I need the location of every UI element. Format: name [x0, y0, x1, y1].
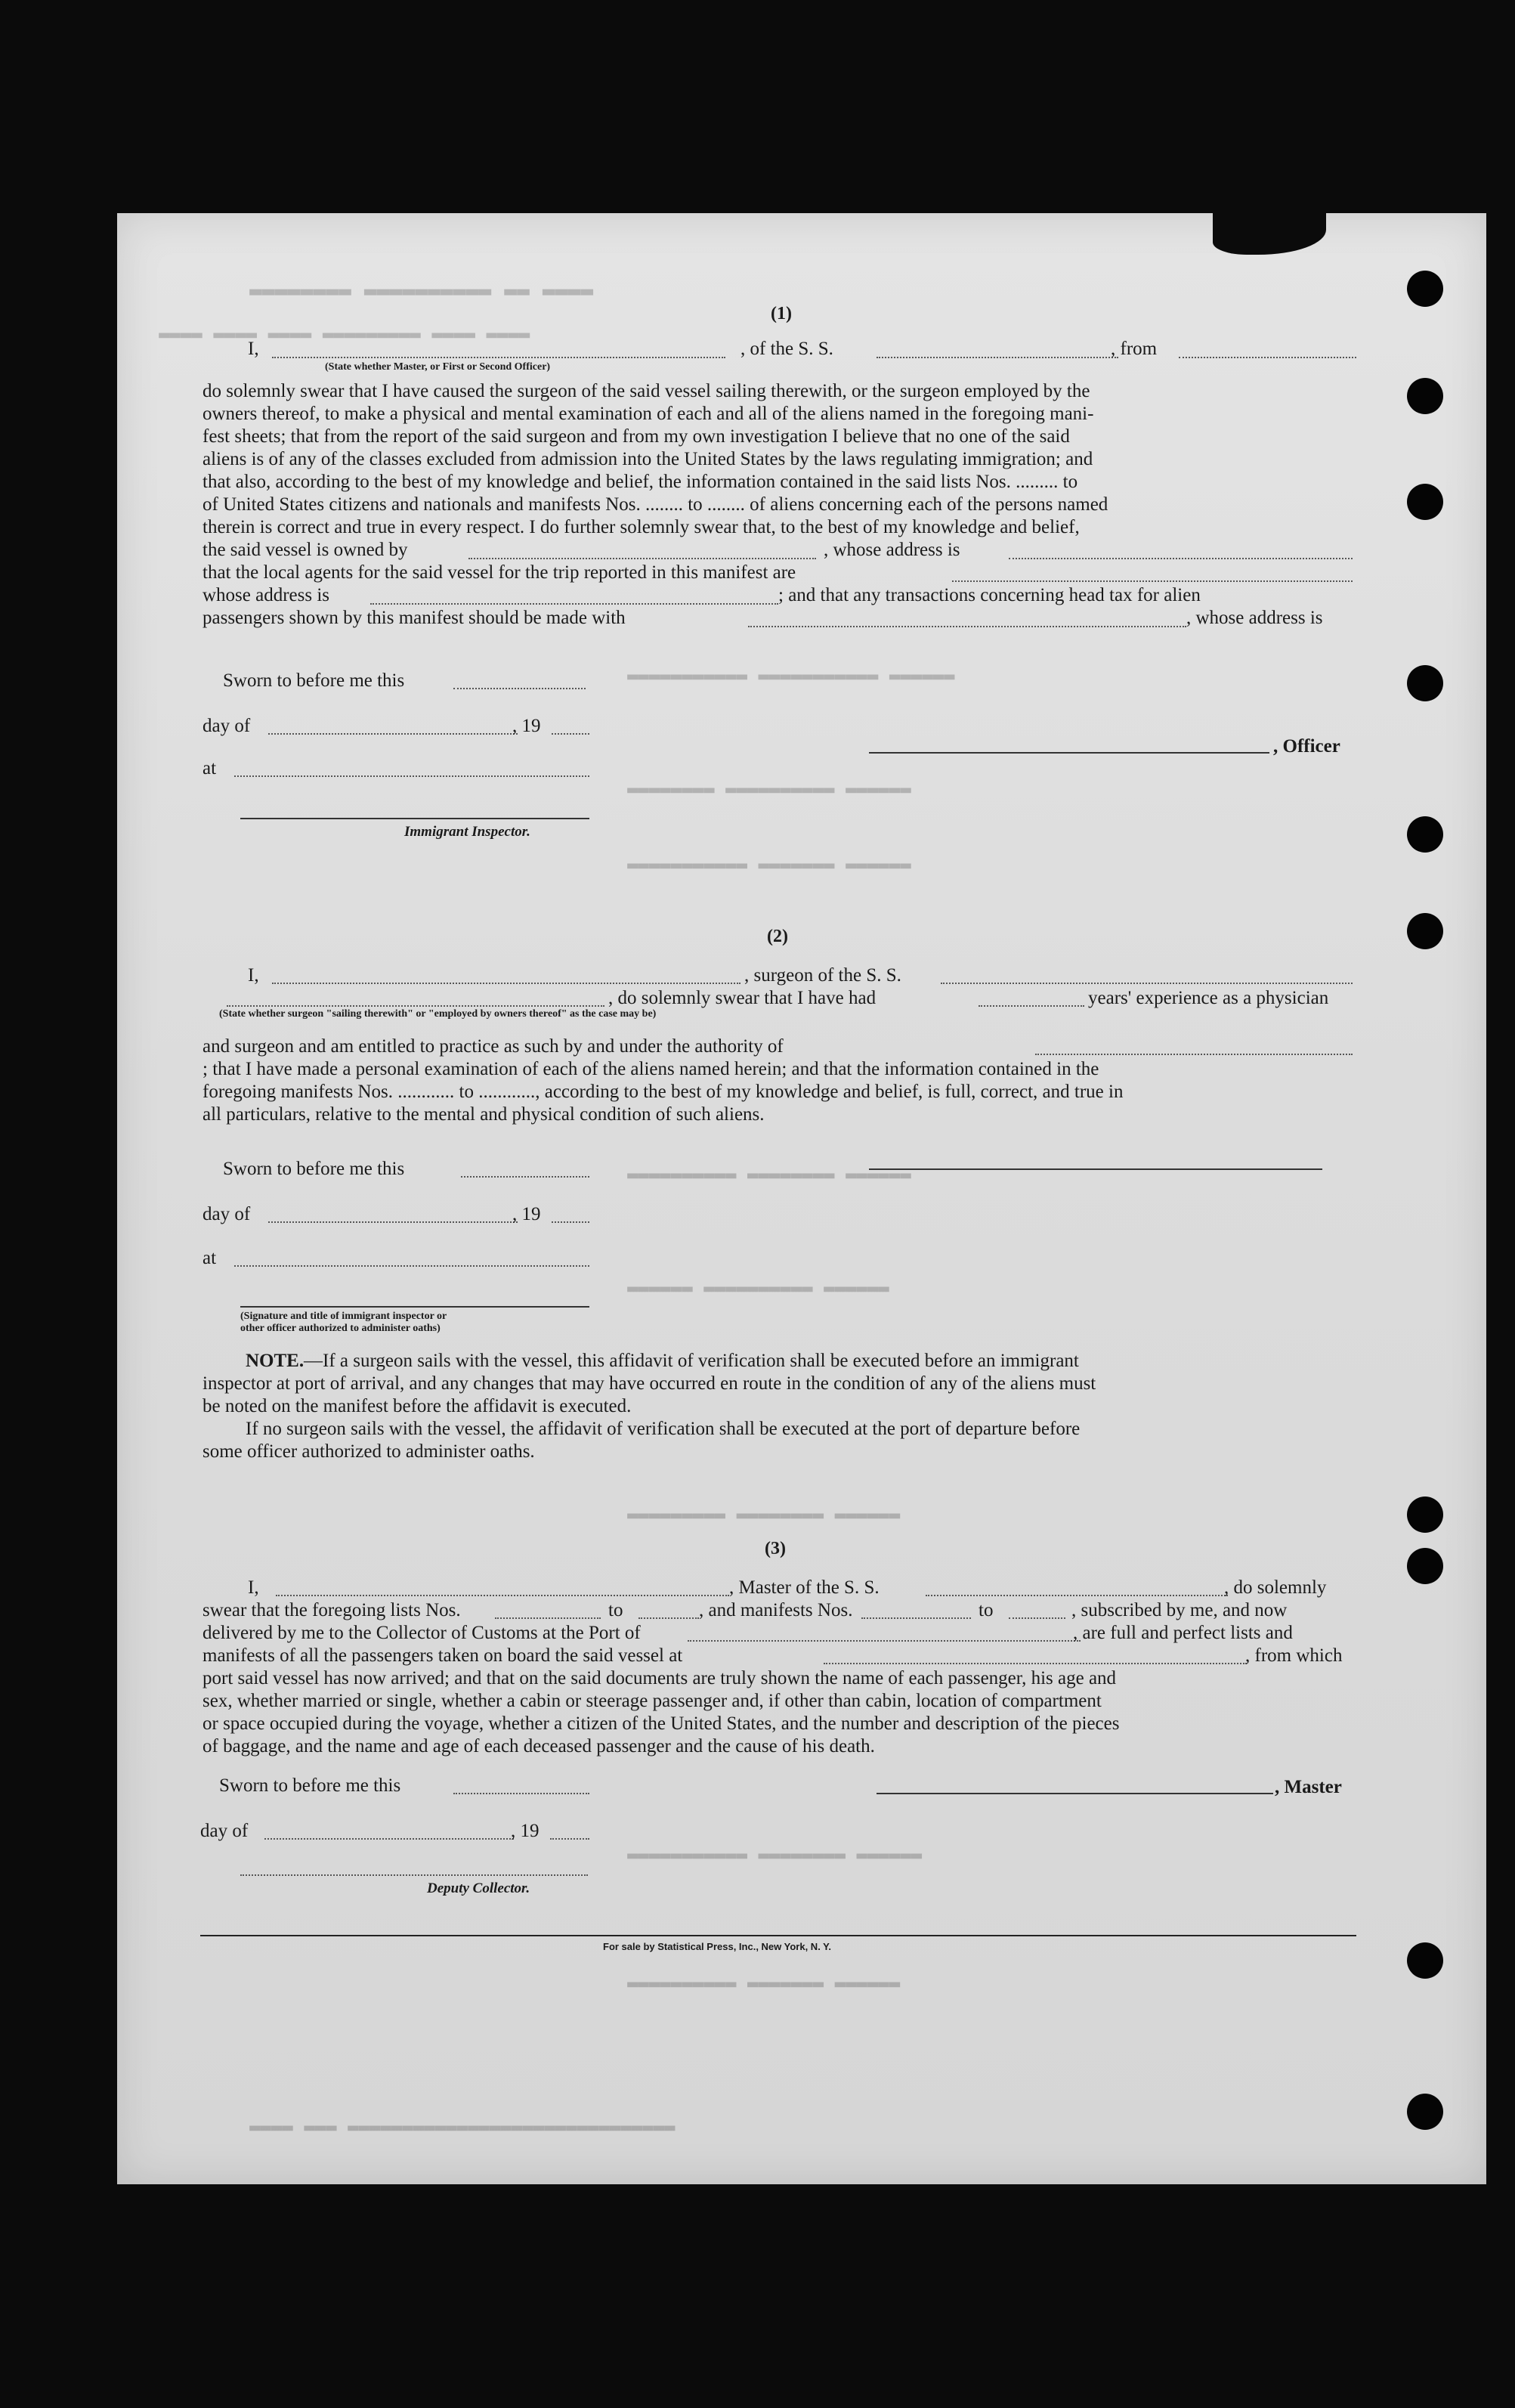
punch-hole: [1407, 1942, 1443, 1979]
bleed-through-text: ▬▬▬▬ ▬▬▬▬ ▬▬▬▬▬▬▬▬▬ ▬▬▬▬ ▬▬▬▬ ▬▬▬▬: [159, 323, 530, 345]
signature-title-caption: (Signature and title of immigrant inspector or: [240, 1311, 447, 1322]
from-port-field[interactable]: [1179, 357, 1356, 358]
section-2-body-line: ; that I have made a personal examination of each of the aliens named herein; and that the information contained in the: [203, 1059, 1099, 1079]
lists-to-field[interactable]: [638, 1617, 699, 1619]
punch-hole: [1407, 816, 1443, 853]
deputy-collector-label: Deputy Collector.: [427, 1880, 530, 1896]
passengers-label: passengers shown by this manifest should be made with: [203, 608, 626, 628]
section-2-body-line: all particulars, relative to the mental and physical condition of such aliens.: [203, 1104, 765, 1125]
bleed-through-text: ▬▬▬▬▬▬ ▬▬▬▬▬▬▬▬ ▬▬▬▬▬▬▬▬▬: [627, 1504, 901, 1525]
bleed-through-text: ▬▬▬▬▬▬ ▬▬▬▬▬▬▬▬▬▬ ▬▬▬▬▬▬: [627, 1277, 889, 1298]
note-line: —If a surgeon sails with the vessel, this affidavit of verification shall be executed before an immigrant: [304, 1351, 1079, 1371]
surgeon-status-caption: (State whether surgeon "sailing therewith" or "employed by owners thereof" as the case may be): [219, 1008, 657, 1020]
of-the-ss-label: , of the S. S.: [740, 339, 833, 359]
section-1-sworn-label: Sworn to before me this: [223, 670, 405, 691]
vessel-name-field[interactable]: [877, 357, 1118, 358]
section-2-vessel-field[interactable]: [941, 983, 1353, 984]
section-1-body-line: do solemnly swear that I have caused the surgeon of the said vessel sailing therewith, or the surgeon employed by the: [203, 381, 1090, 401]
note-line: If no surgeon sails with the vessel, the affidavit of verification shall be executed at the port of departure before: [246, 1419, 1081, 1439]
section-3-month-field[interactable]: [264, 1838, 514, 1840]
section-2-body-line: foregoing manifests Nos. ............ to ............, according to the best of my knowledge and belief, is full, correct, and true in: [203, 1082, 1124, 1102]
years-experience-label: , do solemnly swear that I have had: [608, 988, 877, 1008]
surgeon-status-field[interactable]: [227, 1005, 604, 1007]
officer-rank-caption: (State whether Master, or First or Second Officer): [325, 361, 551, 373]
bleed-through-text: ▬▬▬▬▬▬ ▬▬▬▬▬▬▬▬ ▬▬▬▬▬▬▬▬▬▬▬: [627, 1844, 923, 1865]
punch-hole: [1407, 2094, 1443, 2130]
section-3-number: (3): [765, 1539, 786, 1558]
taken-on-board-label: manifests of all the passengers taken on board the said vessel at: [203, 1645, 683, 1666]
bleed-through-text: ▬▬▬▬▬▬ ▬▬▬▬▬▬▬▬▬▬ ▬▬▬▬▬▬▬▬: [627, 778, 911, 800]
local-agents-label: that the local agents for the said vessel for the trip reported in this manifest are: [203, 562, 796, 583]
owner-address-label: , whose address is: [824, 540, 960, 560]
section-1-day-of-label: day of: [203, 716, 251, 736]
footer-rule: [200, 1935, 1356, 1936]
section-3-sworn-day-field[interactable]: [453, 1793, 589, 1794]
agents-address-label: whose address is: [203, 585, 330, 605]
section-3-body-line: of baggage, and the name and age of each deceased passenger and the cause of his death.: [203, 1736, 875, 1756]
note-line: some officer authorized to administer oaths.: [203, 1441, 535, 1462]
section-1-body-line: therein is correct and true in every respect. I do further solemnly swear that, to the best of my knowledge and belief,: [203, 517, 1080, 537]
section-2-signature-line[interactable]: [240, 1306, 589, 1308]
note-label: NOTE.: [246, 1351, 305, 1371]
section-2-year-label: , 19: [512, 1204, 541, 1224]
owned-by-label: the said vessel is owned by: [203, 540, 408, 560]
port-label: delivered by me to the Collector of Customs at the Port of: [203, 1623, 641, 1643]
section-3-body-line: port said vessel has now arrived; and that on the said documents are truly shown the name of each passenger, his age and: [203, 1668, 1117, 1688]
punch-hole: [1407, 484, 1443, 520]
section-3-year-label: , 19: [511, 1821, 540, 1841]
punch-hole: [1407, 665, 1443, 701]
section-3-i: I,: [248, 1577, 259, 1598]
officer-label: , Officer: [1273, 736, 1340, 757]
surgeon-of-ss-label: , surgeon of the S. S.: [744, 965, 901, 986]
section-1-body-line: of United States citizens and nationals and manifests Nos. ........ to ........ of aliens concerning each of the persons named: [203, 494, 1108, 515]
section-3-sworn-label: Sworn to before me this: [219, 1775, 401, 1796]
section-1-sworn-day-field[interactable]: [453, 688, 586, 689]
from-label: , from: [1111, 339, 1158, 359]
deputy-collector-signature-line[interactable]: [240, 1874, 588, 1876]
master-of-ss-label: , Master of the S. S.: [729, 1577, 880, 1598]
section-1-place-field[interactable]: [234, 775, 589, 777]
bleed-through-text: ▬▬▬▬▬▬ ▬▬▬▬▬▬▬ ▬▬▬▬▬▬▬▬▬▬: [627, 1973, 901, 1994]
years-experience-field[interactable]: [979, 1005, 1084, 1007]
section-2-day-of-label: day of: [203, 1204, 251, 1224]
manifests-from-field[interactable]: [861, 1617, 971, 1619]
punch-hole: [1407, 1496, 1443, 1533]
section-3-day-of-label: day of: [200, 1821, 249, 1841]
surgeon-name-field[interactable]: [272, 983, 740, 984]
bleed-through-text: ▬▬▬▬ ▬▬ ▬▬▬▬▬▬▬▬▬▬ ▬▬▬▬▬▬▬▬: [249, 278, 594, 303]
full-perfect-label: , are full and perfect lists and: [1073, 1623, 1293, 1643]
manifests-nos-label: , and manifests Nos.: [699, 1600, 853, 1620]
section-2-sworn-day-field[interactable]: [461, 1176, 589, 1178]
lists-to-label: to: [608, 1600, 623, 1620]
head-tax-address-label: , whose address is: [1186, 608, 1323, 628]
section-2-i: I,: [248, 965, 259, 986]
punch-hole: [1407, 378, 1443, 414]
manifests-to-label: to: [979, 1600, 994, 1620]
do-solemnly-label: , do solemnly: [1224, 1577, 1327, 1598]
inspector-signature-line[interactable]: [240, 818, 589, 819]
section-2-month-field[interactable]: [268, 1221, 518, 1223]
section-1-body-line: aliens is of any of the classes excluded from admission into the United States by the laws regulating immigration; and: [203, 449, 1093, 469]
surgeon-signature-line[interactable]: [869, 1168, 1322, 1170]
bleed-through-text: ▬▬▬▬▬▬ ▬▬▬▬▬▬▬▬▬▬▬ ▬▬▬▬▬▬▬▬▬▬▬: [627, 665, 955, 686]
authority-label: and surgeon and am entitled to practice as such by and under the authority of: [203, 1036, 784, 1057]
section-3-body-line: or space occupied during the voyage, whether a citizen of the United States, and the number and description of the pieces: [203, 1713, 1120, 1734]
punch-hole: [1407, 913, 1443, 949]
printer-credit: For sale by Statistical Press, Inc., New York, N. Y.: [603, 1941, 832, 1952]
punch-hole: [1407, 271, 1443, 307]
section-3-vessel-field[interactable]: [926, 1595, 1228, 1596]
immigrant-inspector-label: Immigrant Inspector.: [404, 824, 530, 840]
agents-address-field[interactable]: [370, 603, 778, 605]
physician-label: years' experience as a physician: [1088, 988, 1329, 1008]
section-2-sworn-label: Sworn to before me this: [223, 1159, 405, 1179]
owner-field[interactable]: [468, 558, 816, 559]
section-2-at-label: at: [203, 1248, 217, 1268]
section-1-at-label: at: [203, 758, 217, 778]
master-signature-line[interactable]: [877, 1793, 1273, 1794]
head-tax-party-field[interactable]: [748, 626, 1186, 627]
subscribed-label: , subscribed by me, and now: [1071, 1600, 1288, 1620]
punch-hole: [1407, 1548, 1443, 1584]
lists-nos-label: swear that the foregoing lists Nos.: [203, 1600, 461, 1620]
bleed-through-text: ▬▬▬▬▬▬▬▬▬▬▬▬▬▬▬▬▬▬▬▬▬▬▬▬▬▬▬▬▬▬ ▬▬▬ ▬▬▬▬: [249, 2116, 676, 2137]
authority-field[interactable]: [1035, 1054, 1353, 1055]
section-1-i: I,: [248, 339, 259, 359]
officer-signature-line[interactable]: [869, 752, 1269, 754]
manifests-to-field[interactable]: [1009, 1617, 1065, 1619]
bleed-through-text: ▬▬▬▬▬▬ ▬▬▬▬▬▬▬ ▬▬▬▬▬▬▬▬▬▬▬: [627, 854, 911, 875]
note-line: inspector at port of arrival, and any changes that may have occurred en route in the condition of any of the aliens must: [203, 1373, 1096, 1394]
section-2-number: (2): [767, 927, 788, 946]
section-1-body-line: that also, according to the best of my knowledge and belief, the information contained in the said lists Nos. ......... to: [203, 472, 1078, 492]
port-of-arrival-field[interactable]: [688, 1640, 1081, 1642]
section-2-place-field[interactable]: [234, 1265, 589, 1267]
master-name-field[interactable]: [276, 1595, 729, 1596]
section-1-body-line: owners thereof, to make a physical and mental examination of each and all of the aliens named in the foregoing mani-: [203, 404, 1094, 424]
section-2-year-field[interactable]: [552, 1221, 589, 1223]
section-1-month-field[interactable]: [268, 733, 518, 735]
section-1-year-field[interactable]: [552, 733, 589, 735]
from-which-label: , from which: [1245, 1645, 1343, 1666]
section-1-year-label: , 19: [512, 716, 541, 736]
owner-address-field[interactable]: [1009, 558, 1353, 559]
bleed-through-text: ▬▬▬▬▬▬ ▬▬▬▬▬▬▬▬ ▬▬▬▬▬▬▬▬▬▬: [627, 1164, 911, 1185]
master-label: , Master: [1275, 1777, 1342, 1797]
head-tax-label: ; and that any transactions concerning head tax for alien: [778, 585, 1201, 605]
section-3-year-field[interactable]: [550, 1838, 589, 1840]
signature-title-caption: other officer authorized to administer oaths): [240, 1323, 441, 1334]
local-agents-field[interactable]: [952, 580, 1353, 582]
section-1-body-line: fest sheets; that from the report of the said surgeon and from my own investigation I believe that no one of the said: [203, 426, 1070, 447]
port-of-embarkation-field[interactable]: [824, 1663, 1247, 1664]
lists-from-field[interactable]: [495, 1617, 601, 1619]
section-1-number: (1): [771, 304, 792, 323]
note-line: be noted on the manifest before the affidavit is executed.: [203, 1396, 632, 1416]
officer-rank-field[interactable]: [272, 357, 725, 358]
section-3-body-line: sex, whether married or single, whether a cabin or steerage passenger and, if other than cabin, location of compartment: [203, 1691, 1102, 1711]
